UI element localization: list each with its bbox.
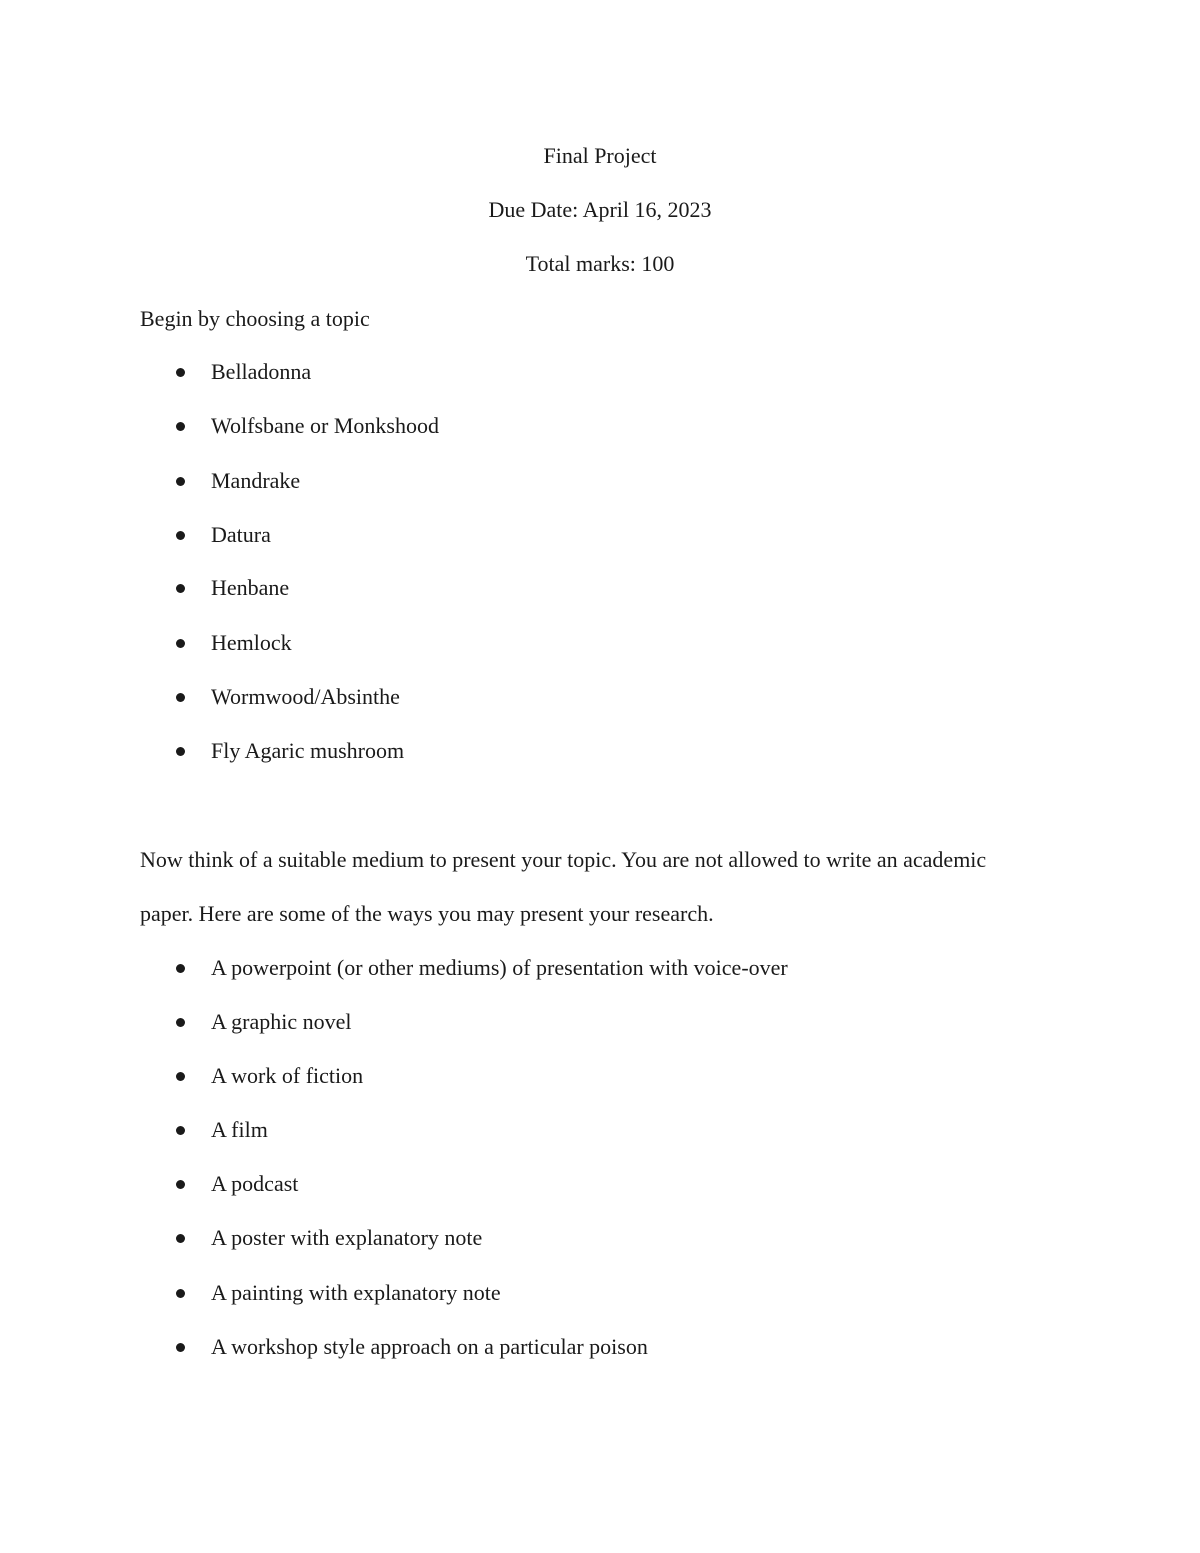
- topic-label: Datura: [211, 522, 271, 547]
- topic-label: Henbane: [211, 575, 290, 600]
- bullet-icon: [176, 422, 185, 431]
- medium-label: A workshop style approach on a particular poison: [211, 1334, 648, 1359]
- bullet-icon: [176, 531, 185, 540]
- list-item: [0, 1223, 1000, 1253]
- medium-label: A painting with explanatory note: [211, 1280, 501, 1305]
- topic-label: Hemlock: [211, 630, 292, 655]
- list-item: [0, 411, 1000, 441]
- medium-label: A graphic novel: [211, 1009, 352, 1034]
- medium-label: A poster with explanatory note: [211, 1225, 483, 1250]
- list-item: [0, 466, 1000, 496]
- topics-intro: Begin by choosing a topic: [140, 306, 370, 331]
- list-item: [0, 736, 1000, 766]
- medium-label: A film: [211, 1117, 268, 1142]
- list-item: [0, 1061, 1000, 1091]
- medium-label: A powerpoint (or other mediums) of presentation with voice-over: [211, 955, 788, 980]
- due-date: Due Date: April 16, 2023: [488, 197, 712, 222]
- list-item: [0, 1115, 1000, 1145]
- bullet-icon: [176, 1234, 185, 1243]
- topic-label: Fly Agaric mushroom: [211, 738, 405, 763]
- medium-label: A work of fiction: [211, 1063, 364, 1088]
- list-item: [0, 1332, 1000, 1362]
- list-item: [0, 682, 1000, 712]
- list-item: [0, 573, 1000, 603]
- bullet-icon: [176, 368, 185, 377]
- mediums-intro-line-1: Now think of a suitable medium to present your topic. You are not allowed to write an academic: [140, 847, 987, 872]
- list-item: [0, 1278, 1000, 1308]
- list-item: [0, 628, 1000, 658]
- document-title: Final Project: [543, 143, 657, 168]
- bullet-icon: [176, 1018, 185, 1027]
- bullet-icon: [176, 1072, 185, 1081]
- topic-label: Wolfsbane or Monkshood: [211, 413, 439, 438]
- topic-label: Wormwood/Absinthe: [211, 684, 400, 709]
- bullet-icon: [176, 477, 185, 486]
- list-item: [0, 1007, 1000, 1037]
- mediums-intro-line-2: paper. Here are some of the ways you may present your research.: [140, 901, 714, 926]
- bullet-icon: [176, 1180, 185, 1189]
- bullet-icon: [176, 1289, 185, 1298]
- bullet-icon: [176, 964, 185, 973]
- medium-label: A podcast: [211, 1171, 299, 1196]
- topic-label: Mandrake: [211, 468, 301, 493]
- bullet-icon: [176, 693, 185, 702]
- list-item: [0, 953, 1000, 983]
- bullet-icon: [176, 1126, 185, 1135]
- topic-label: Belladonna: [211, 359, 312, 384]
- bullet-icon: [176, 584, 185, 593]
- list-item: [0, 357, 1000, 387]
- list-item: [0, 1169, 1000, 1199]
- bullet-icon: [176, 1343, 185, 1352]
- bullet-icon: [176, 639, 185, 648]
- total-marks: Total marks: 100: [525, 251, 675, 276]
- list-item: [0, 520, 1000, 550]
- bullet-icon: [176, 747, 185, 756]
